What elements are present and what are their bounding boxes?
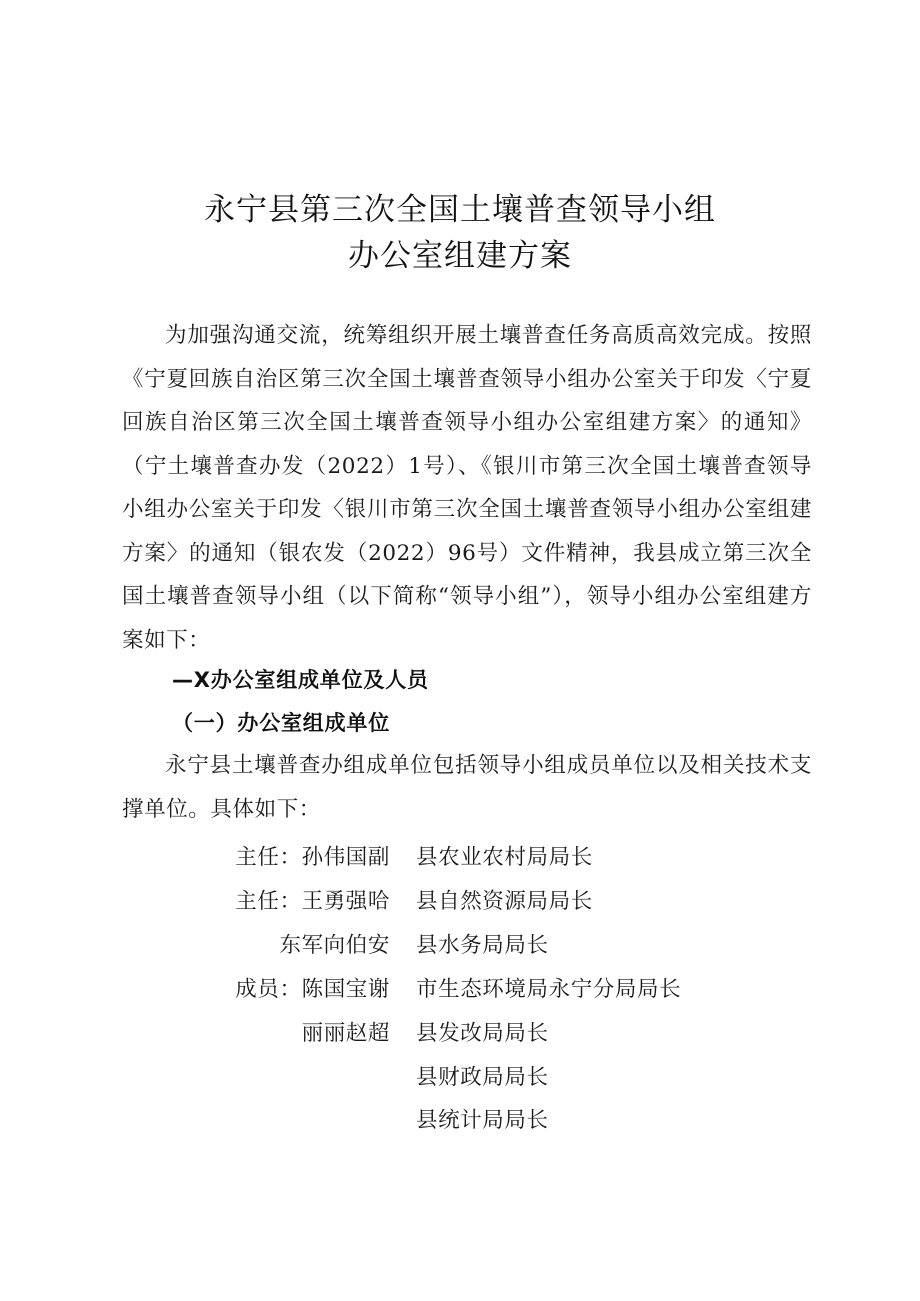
subsection-heading-1: （一）办公室组成单位 [172,711,390,735]
roster-position: 县发改局局长 [416,1021,549,1046]
truncated-roster-line [416,1103,549,1133]
document-title-line-1: 永宁县第三次全国土壤普查领导小组 [204,192,716,228]
roster-position: 县财政局局长 [416,1065,549,1090]
truncated-roster-text: 县统计局局长 [416,1108,549,1133]
roster-position: 县农业农村局局长 [416,845,593,870]
intro-paragraph: 为加强沟通交流，统筹组织开展土壤普查任务高质高效完成。按照《宁夏回族自治区第三次全国土壤普查领导小组办公室关于印发〈宁夏回族自治区第三次全国土壤普查领导小组办公室组建方案〉的通知》（宁土壤普查办发（2022）1号）、《银川市第三次全国土壤普查领导小组办公室关于印发〈银川市第三次全国土壤普查领导小组办公室组建方案〉的通知（银农发（2022）96号）文件精神，我县成立第三次全国土壤普查领导小组（以下简称“领导小组”），领导小组办公室组建方案如下： [122,323,812,653]
units-paragraph: 永宁县土壤普查办组成单位包括领导小组成员单位以及相关技术支撑单位。具体如下： [122,753,812,822]
roster-position: 县自然资源局局长 [416,889,593,914]
roster-position: 市生态环境局永宁分局局长 [416,977,682,1002]
section-heading-1: —X办公室组成单位及人员 [172,668,429,692]
roster-position: 县水务局局长 [416,933,549,958]
roster-role-name: 东军向伯安 [279,933,390,958]
document-title-line-2: 办公室组建方案 [348,238,572,274]
roster-role-name: 成员：陈国宝谢 [235,977,390,1002]
roster-role-name: 主任：孙伟国副 [235,845,390,870]
roster-role-name: 丽丽赵超 [301,1021,390,1046]
roster-role-name: 主任：王勇强哈 [235,889,390,914]
